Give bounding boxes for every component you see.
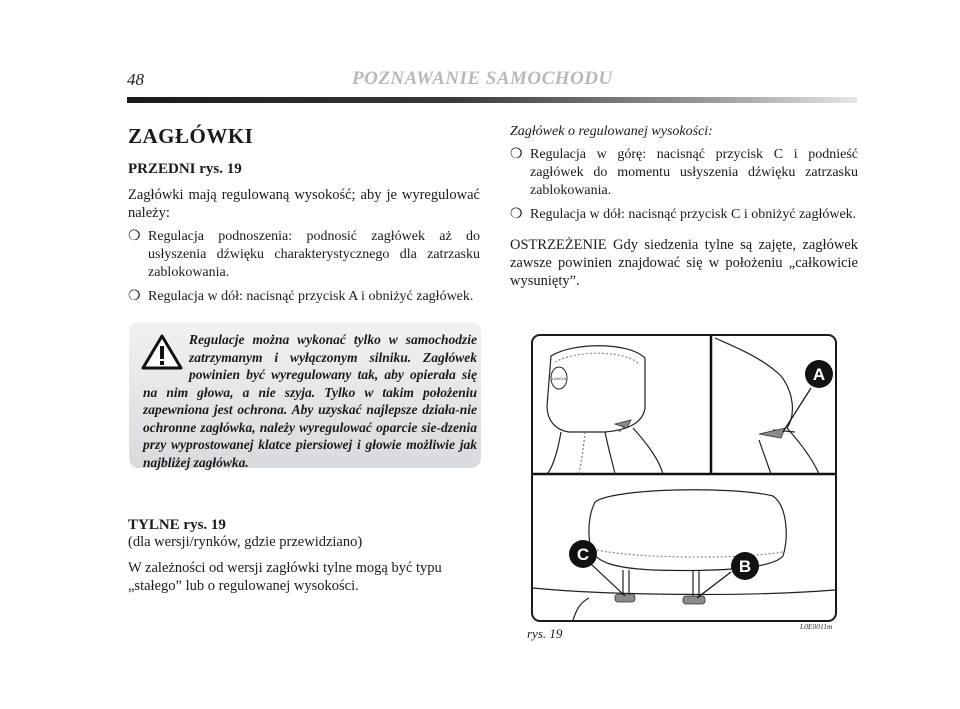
header-rule	[127, 97, 857, 103]
bullet-circle-icon: ❍	[128, 289, 141, 304]
rear-subheading: (dla wersji/rynków, gdzie przewidziano)	[128, 534, 363, 550]
adjustable-heading: Zagłówek o regulowanej wysokości:	[510, 124, 713, 139]
headrest-illustration	[533, 336, 835, 620]
bullet-text: Regulacja w dół: nacisnąć przycisk C i obniżyć zagłówek.	[530, 207, 857, 222]
left-column	[128, 124, 480, 312]
front-intro: Zagłówki mają regulowaną wysokość; aby je wyregulować należy:	[128, 187, 480, 221]
rear-section	[128, 517, 480, 601]
bullet-circle-icon: ❍	[510, 147, 523, 162]
headrest-figure	[531, 334, 837, 622]
label-c: C	[576, 545, 590, 564]
bullet-text: Regulacja w górę: nacisnąć przycisk C i podnieść zagłówek do momentu usłyszenia dźwięku zatrzasku zablokowania.	[530, 147, 858, 198]
figure-code: L0E0011m	[800, 622, 833, 631]
bullet-circle-icon: ❍	[128, 229, 141, 244]
figure-caption: rys. 19	[527, 626, 563, 641]
rear-text: W zależności od wersji zagłówki tylne mogą być typu „stałego” lub o regulowanej wysokości.	[128, 560, 442, 594]
warning-text: Regulacje można wykonać tylko w samochodzie zatrzymanym i wyłączonym silniku. Zagłówek powinien być wyregulowany tak, aby opierała się na nim głowa, a nie szyja. Tylko w takim położeniu zapewniona jest ochrona. Aby uzyskać najlepsze działa-nie ochronne zagłówka, należy wyregulować oparcie sie-dzenia przy wyprostowanej klatce piersiowej i głowie możliwie jak najbliżej zagłówka.	[143, 332, 477, 470]
rear-heading: TYLNE rys. 19	[128, 517, 226, 533]
logo-lettering: LANCIA	[551, 376, 567, 381]
label-a: A	[812, 365, 826, 384]
section-title: POZNAWANIE SAMOCHODU	[352, 68, 613, 89]
bullet-text: Regulacja w dół: nacisnąć przycisk A i obniżyć zagłówek.	[148, 289, 474, 304]
page-title: ZAGŁÓWKI	[128, 124, 254, 148]
list-item	[510, 146, 858, 200]
list-item	[128, 228, 480, 282]
label-b: B	[738, 557, 752, 576]
front-heading: PRZEDNI rys. 19	[128, 161, 242, 177]
bullet-circle-icon: ❍	[510, 207, 523, 222]
warning-note: OSTRZEŻENIE Gdy siedzenia tylne są zajęte, zagłówek zawsze powinien znajdować się w położeniu „całkowicie wysunięty”.	[510, 237, 858, 289]
right-column	[510, 124, 858, 296]
list-item	[128, 288, 480, 306]
page-number: 48	[127, 70, 144, 89]
warning-box	[129, 322, 481, 468]
bullet-text: Regulacja podnoszenia: podnosić zagłówek aż do usłyszenia dźwięku charakterystycznego dla zatrzasku zablokowania.	[148, 229, 480, 280]
list-item	[510, 206, 858, 224]
